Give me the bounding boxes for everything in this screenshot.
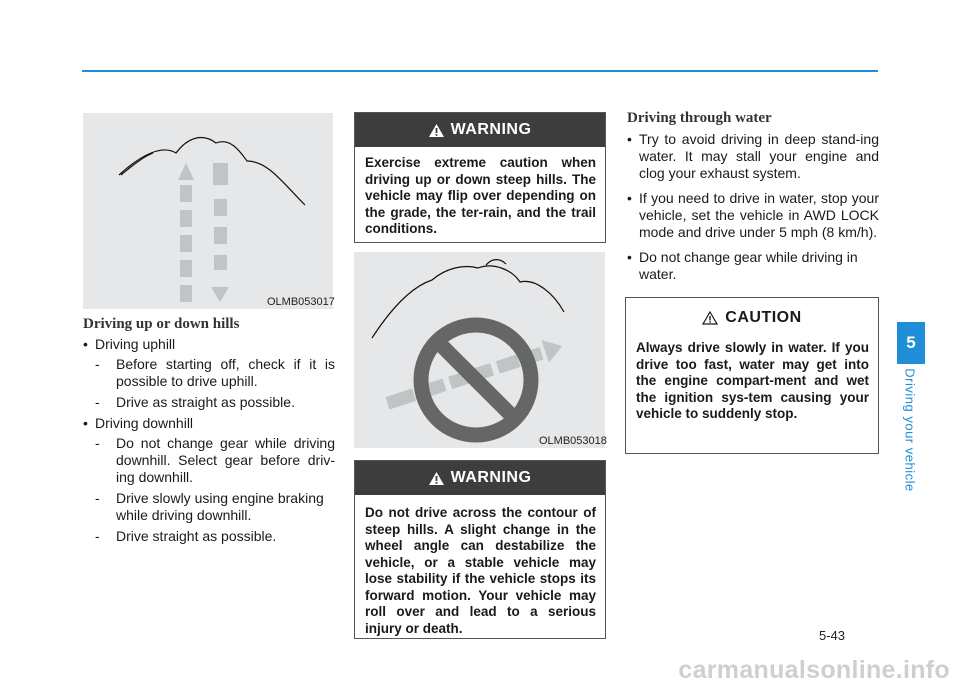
warning-header <box>355 461 605 495</box>
section-heading-hills: Driving up or down hills <box>83 316 240 332</box>
list-item: • Driving uphill - Before starting off, check if it is possible to drive uphill. - Drive as straight as possible. <box>83 336 335 411</box>
list-item: • Do not change gear while driving in water. <box>627 249 879 283</box>
figure-caption: OLMB053018 <box>539 435 607 447</box>
sub-item: - Before starting off, check if it is possible to drive uphill. <box>95 356 335 390</box>
contour-figure <box>354 252 605 448</box>
header-rule <box>82 70 878 72</box>
sub-item: - Do not change gear while driving downhill. Select gear before driv-ing downhill. <box>95 435 335 486</box>
chapter-tab: 5 <box>897 322 925 364</box>
page-number: 5-43 <box>819 628 846 643</box>
list-item: • Driving downhill - Do not change gear while driving downhill. Select gear before driv-ing downhill. - Drive slowly using engine braking while driving downhill. - Drive straight as possible. <box>83 415 335 545</box>
list-item: • If you need to drive in water, stop your vehicle, set the vehicle in AWD LOCK mode and drive under 5 mph (8 km/h). <box>627 190 879 241</box>
uphill-figure <box>83 113 333 309</box>
up-arrow-head <box>178 163 194 180</box>
caution-title: CAUTION <box>725 309 802 326</box>
warning-title: WARNING <box>450 469 532 486</box>
list-item: • Try to avoid driving in deep stand-ing water. It may stall your engine and clog your exhaust system. <box>627 131 879 182</box>
hills-illustration <box>83 113 333 309</box>
section-heading-water: Driving through water <box>627 110 772 126</box>
prohibited-icon <box>421 325 531 435</box>
caution-triangle-icon <box>702 311 718 325</box>
caution-box <box>625 297 879 454</box>
warning-triangle-icon <box>429 124 444 137</box>
water-list <box>627 131 879 287</box>
contour-illustration <box>354 252 605 448</box>
warning-triangle-icon <box>429 472 444 485</box>
warning-box-steep-hills <box>354 112 606 243</box>
sub-item: - Drive straight as possible. <box>95 528 335 545</box>
sub-item: - Drive as straight as possible. <box>95 394 335 411</box>
warning-header <box>355 113 605 147</box>
sub-item: - Drive slowly using engine braking while driving downhill. <box>95 490 335 524</box>
figure-caption: OLMB053017 <box>267 296 335 308</box>
warning-box-contour <box>354 460 606 639</box>
caution-header <box>626 298 878 338</box>
warning-title: WARNING <box>450 121 532 138</box>
warning-text: Do not drive across the contour of steep hills. A slight change in the wheel angle can destabilize the vehicle, or a stable vehicle may lose stability if the vehicle stops its forward motion. Your vehicle may roll over and lead to a serious injury or death. <box>365 505 596 636</box>
chapter-title: Driving your vehicle <box>902 368 918 492</box>
down-arrow-head <box>211 287 229 302</box>
watermark: carmanualsonline.info <box>678 656 950 684</box>
warning-text: Exercise extreme caution when driving up or down steep hills. The vehicle may flip over depending on the grade, the ter-rain, and the trail conditions. <box>365 155 596 236</box>
caution-text: Always drive slowly in water. If you drive too fast, water may get into the engine compart-ment and wet the ignition sys-tem causing your vehicle to suddenly stop. <box>636 340 869 421</box>
hills-list <box>83 336 335 549</box>
